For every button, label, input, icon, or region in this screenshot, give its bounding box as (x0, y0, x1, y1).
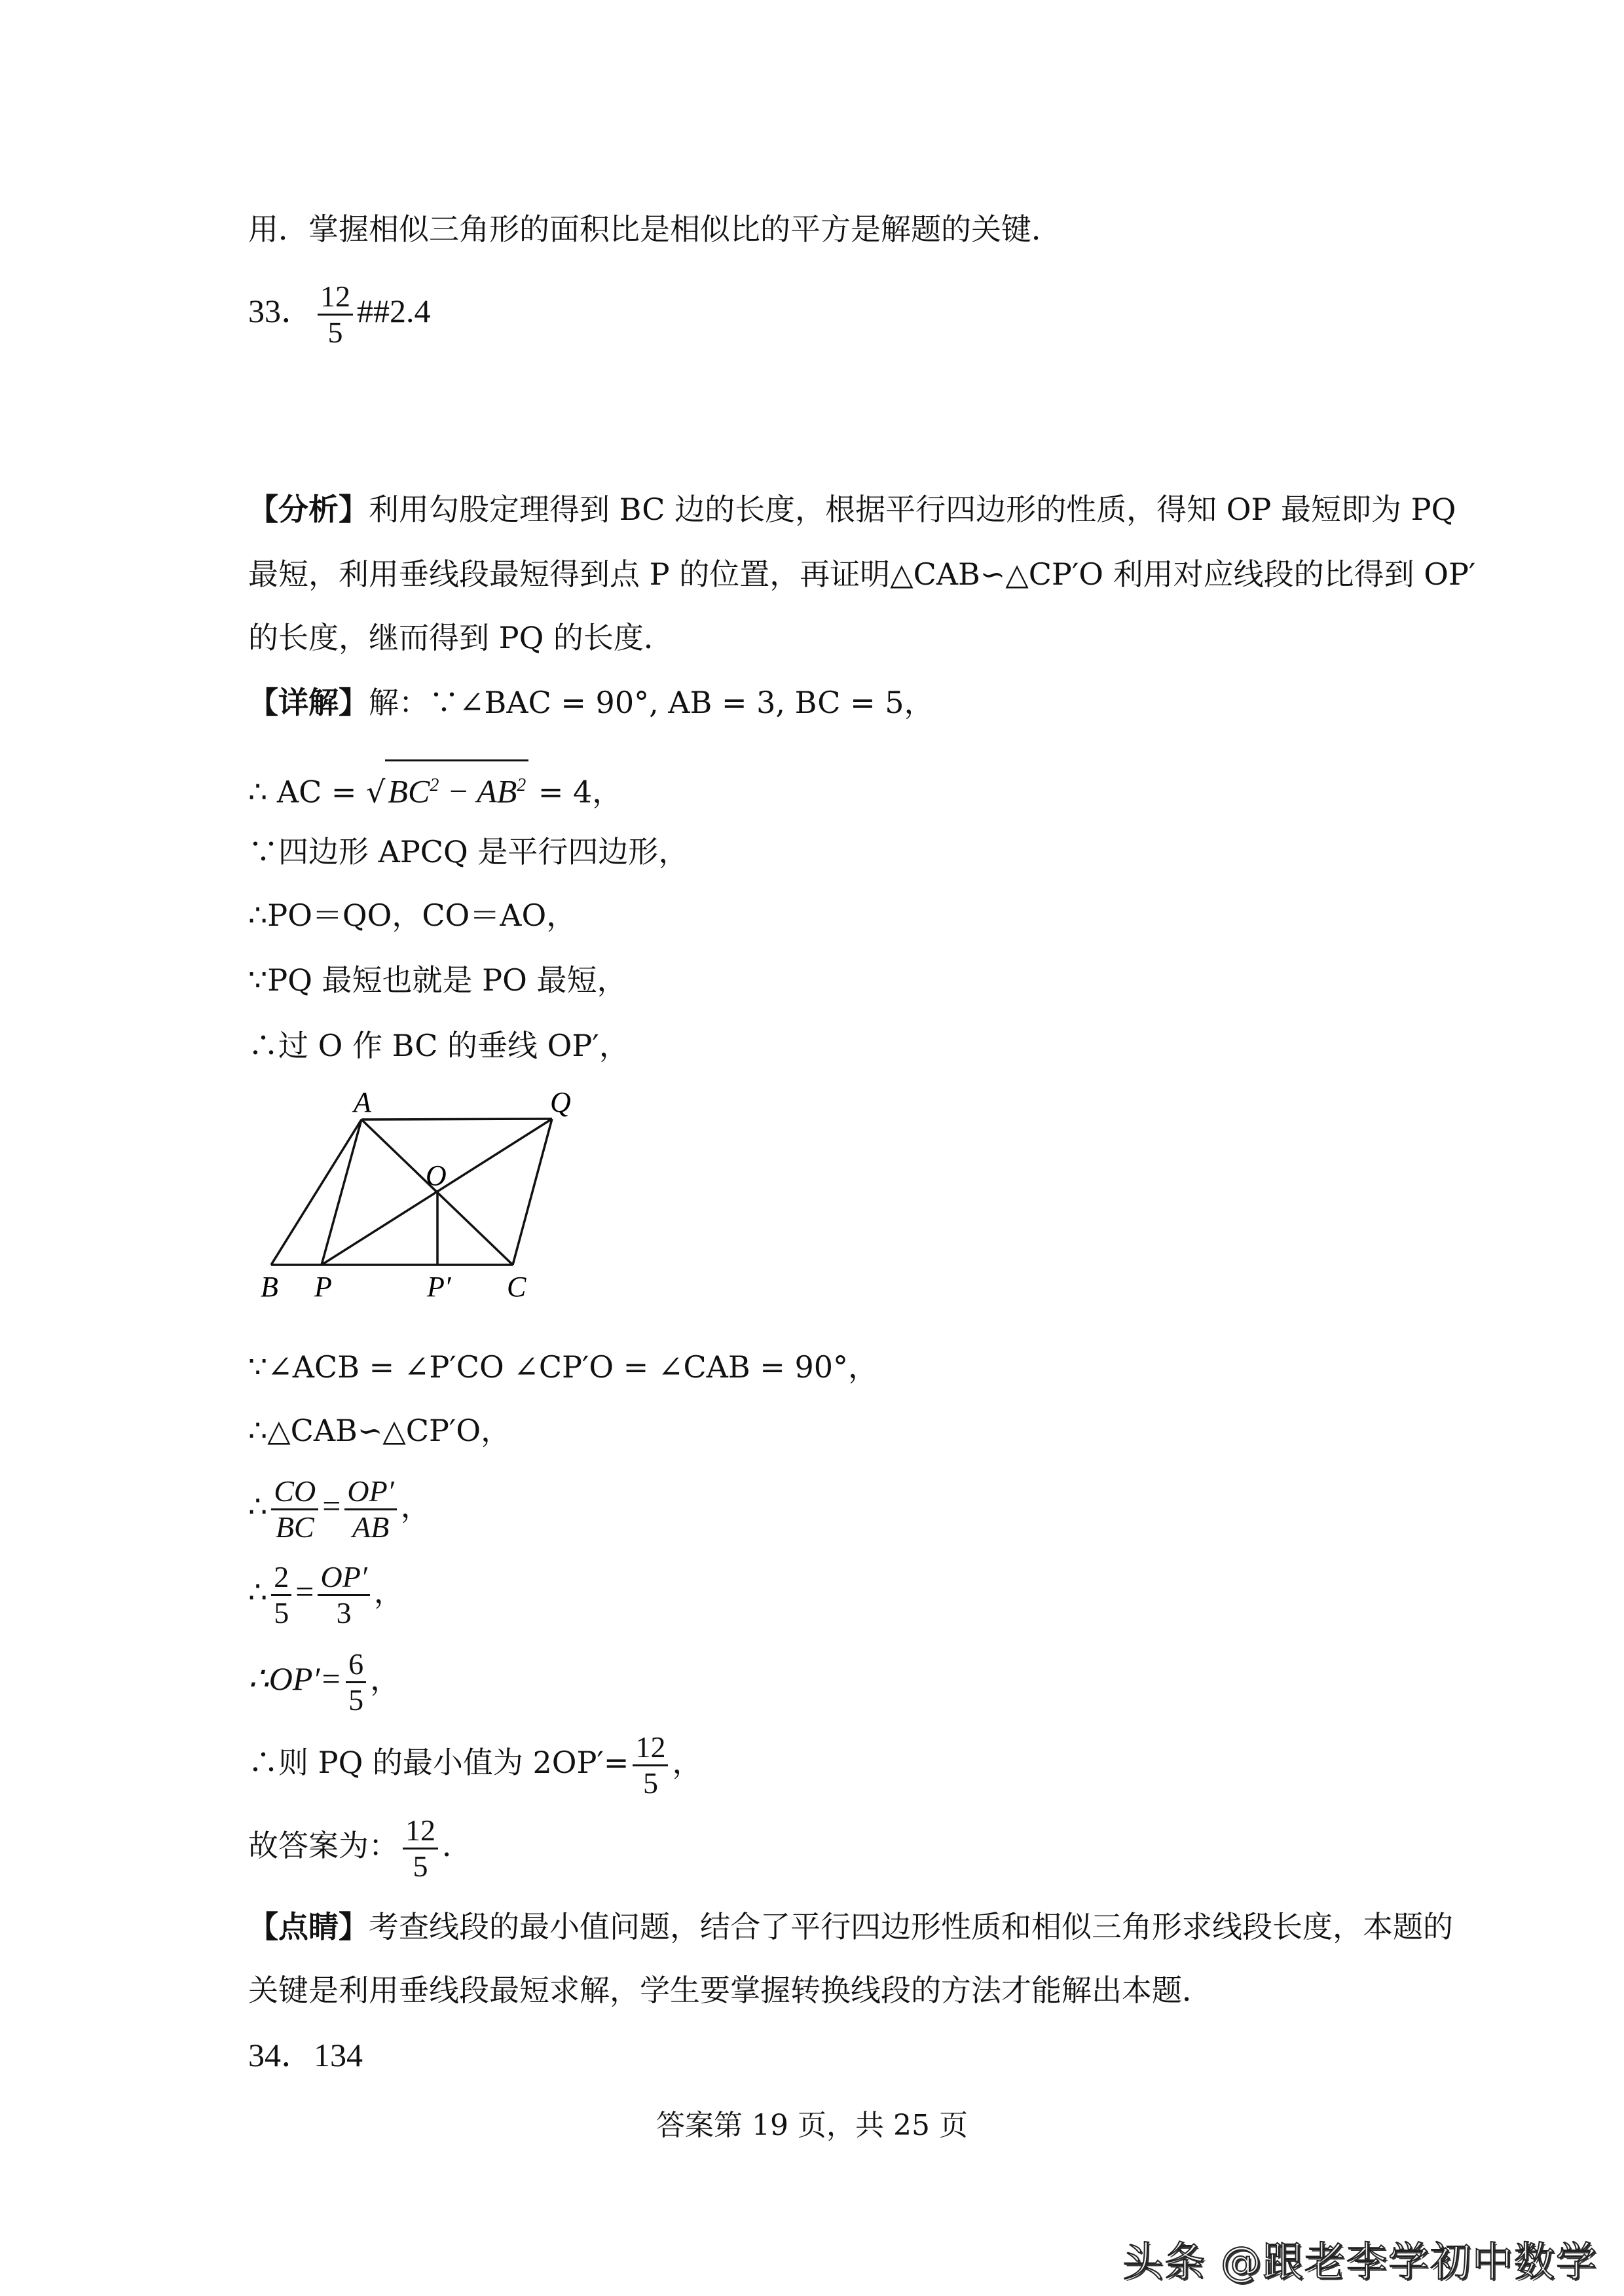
segment-AB (271, 1120, 361, 1265)
label-O: O (426, 1159, 447, 1192)
analysis-tag: 【分析】 (248, 492, 369, 527)
label-B: B (261, 1271, 278, 1303)
comment-line-1: 【点睛】考查线段的最小值问题，结合了平行四边形性质和相似三角形求线段长度，本题的 (248, 1909, 1453, 1944)
detail-similar-line: ∴△CAB∽△CP′O， (248, 1413, 511, 1448)
q33-fraction: $\frac{12}{5}$ (318, 280, 353, 350)
result-line-1: ∴OP′= $\frac{6}{5}$ ， (248, 1647, 401, 1717)
analysis-line-2: 最短，利用垂线段最短得到点 P 的位置，再证明△CAB∽△CP′O 利用对应线段的比得到 OP′ (248, 556, 1476, 592)
label-A: A (354, 1087, 371, 1118)
detail-angle-line: ∵∠ACB = ∠P′CO ∠CP′O = ∠CAB = 90°， (248, 1349, 879, 1385)
label-P: P (314, 1271, 332, 1303)
continuation-text: 用．掌握相似三角形的面积比是相似比的平方是解题的关键． (248, 211, 1061, 247)
detail-line-1: 【详解】解：∵∠BAC = 90°, AB = 3, BC = 5， (248, 685, 934, 720)
final-answer-line: 故答案为： $\frac{12}{5}$ ． (248, 1813, 472, 1883)
label-C: C (507, 1271, 526, 1303)
analysis-line-3: 的长度，继而得到 PQ 的长度． (248, 620, 674, 655)
result-line-2: ∴则 PQ 的最小值为 2OP′= $\frac{12}{5}$ ， (248, 1730, 703, 1800)
detail-sqrt-line: ∴ AC = $√BC^2 - AB^2 = 4$， (248, 759, 622, 815)
detail-line-4: ∴PO＝QO，CO＝AO， (248, 898, 577, 933)
comment-line-2: 关键是利用垂线段最短求解，学生要掌握转换线段的方法才能解出本题． (248, 1973, 1212, 2008)
q34-answer: 34．134 (248, 2037, 363, 2073)
detail-tag: 【详解】 (248, 685, 369, 720)
parallelogram-diagram (249, 1087, 668, 1322)
page-footer: 答案第 19 页，共 25 页 (656, 2109, 968, 2142)
detail-line-5: ∵PQ 最短也就是 PO 最短， (248, 962, 627, 998)
q33-alt: ##2.4 (357, 293, 431, 329)
comment-tag: 【点睛】 (248, 1909, 369, 1944)
ratio-line-1: ∴ $\frac{CO}{BC}$ = $\frac{OP'}{AB}$ ， (248, 1474, 431, 1544)
analysis-line-1: 【分析】利用勾股定理得到 BC 边的长度，根据平行四边形的性质，得知 OP 最短即为 PQ (248, 492, 1456, 527)
watermark: 头条 @跟老李学初中数学 (1122, 2238, 1598, 2286)
detail-line-3: ∵四边形 APCQ 是平行四边形， (248, 834, 689, 869)
ratio-line-2: ∴ $\frac{2}{5}$ = $\frac{OP'}{3}$ ， (248, 1559, 404, 1630)
label-P-prime: P′ (427, 1271, 451, 1303)
label-Q: Q (550, 1087, 571, 1118)
segment-AQ (361, 1119, 552, 1120)
sqrt-radicand: $BC^2 - AB^2$ (385, 759, 528, 814)
detail-line-6: ∴过 O 作 BC 的垂线 OP′， (248, 1028, 629, 1063)
q33-answer (248, 275, 431, 350)
q33-number: 33． (248, 293, 314, 329)
